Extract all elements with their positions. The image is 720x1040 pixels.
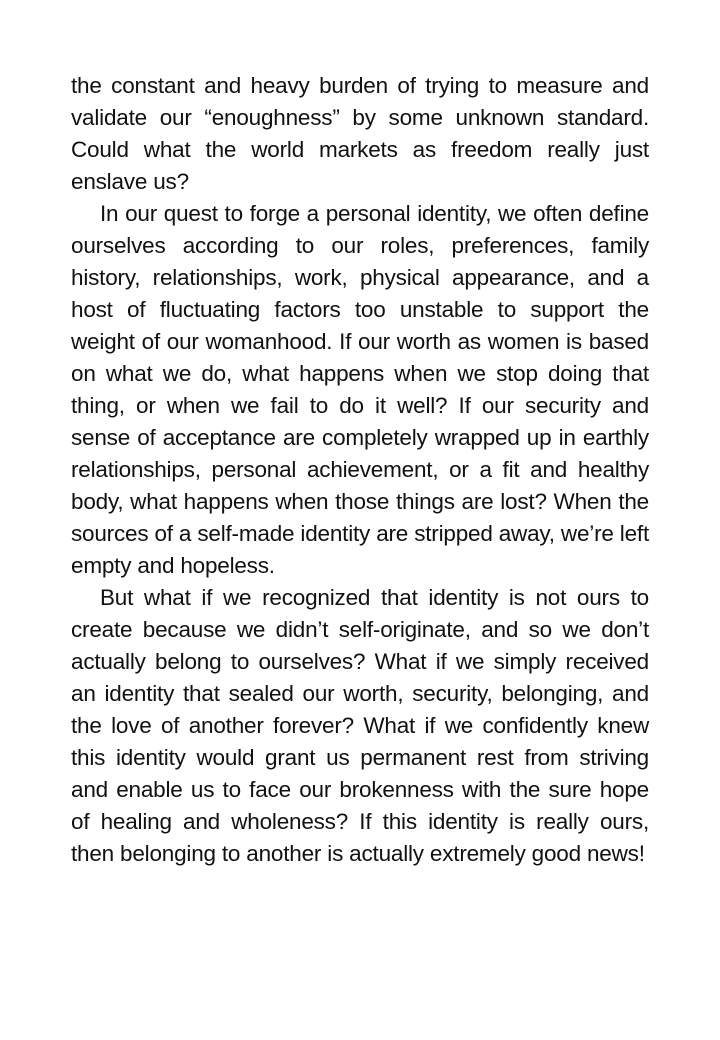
- paragraph-1: the constant and heavy burden of trying to measure and validate our “enoughness” by some unknown standard. Could what the world markets as freedom really just enslave us?: [71, 73, 649, 194]
- paragraph-3: But what if we recognized that identity is not ours to create because we didn’t self-originate, and so we don’t actually belong to ourselves? What if we simply received an identity that sealed our worth, security, belonging, and the love of another forever? What if we confidently knew this identity would grant us permanent rest from striving and enable us to face our brokenness with the sure hope of healing and wholeness? If this identity is really ours, then belonging to another is actually extremely good news!: [71, 585, 649, 866]
- paragraph-2: In our quest to forge a personal identity, we often define ourselves according to our roles, preferences, family history, relationships, work, physical appearance, and a host of fluctuating factors too unstable to support the weight of our womanhood. If our worth as women is based on what we do, what happens when we stop doing that thing, or when we fail to do it well? If our security and sense of acceptance are completely wrapped up in earthly relationships, personal achievement, or a fit and healthy body, what happens when those things are lost? When the sources of a self-made identity are stripped away, we’re left empty and hopeless.: [71, 201, 649, 578]
- page-body: [71, 70, 649, 870]
